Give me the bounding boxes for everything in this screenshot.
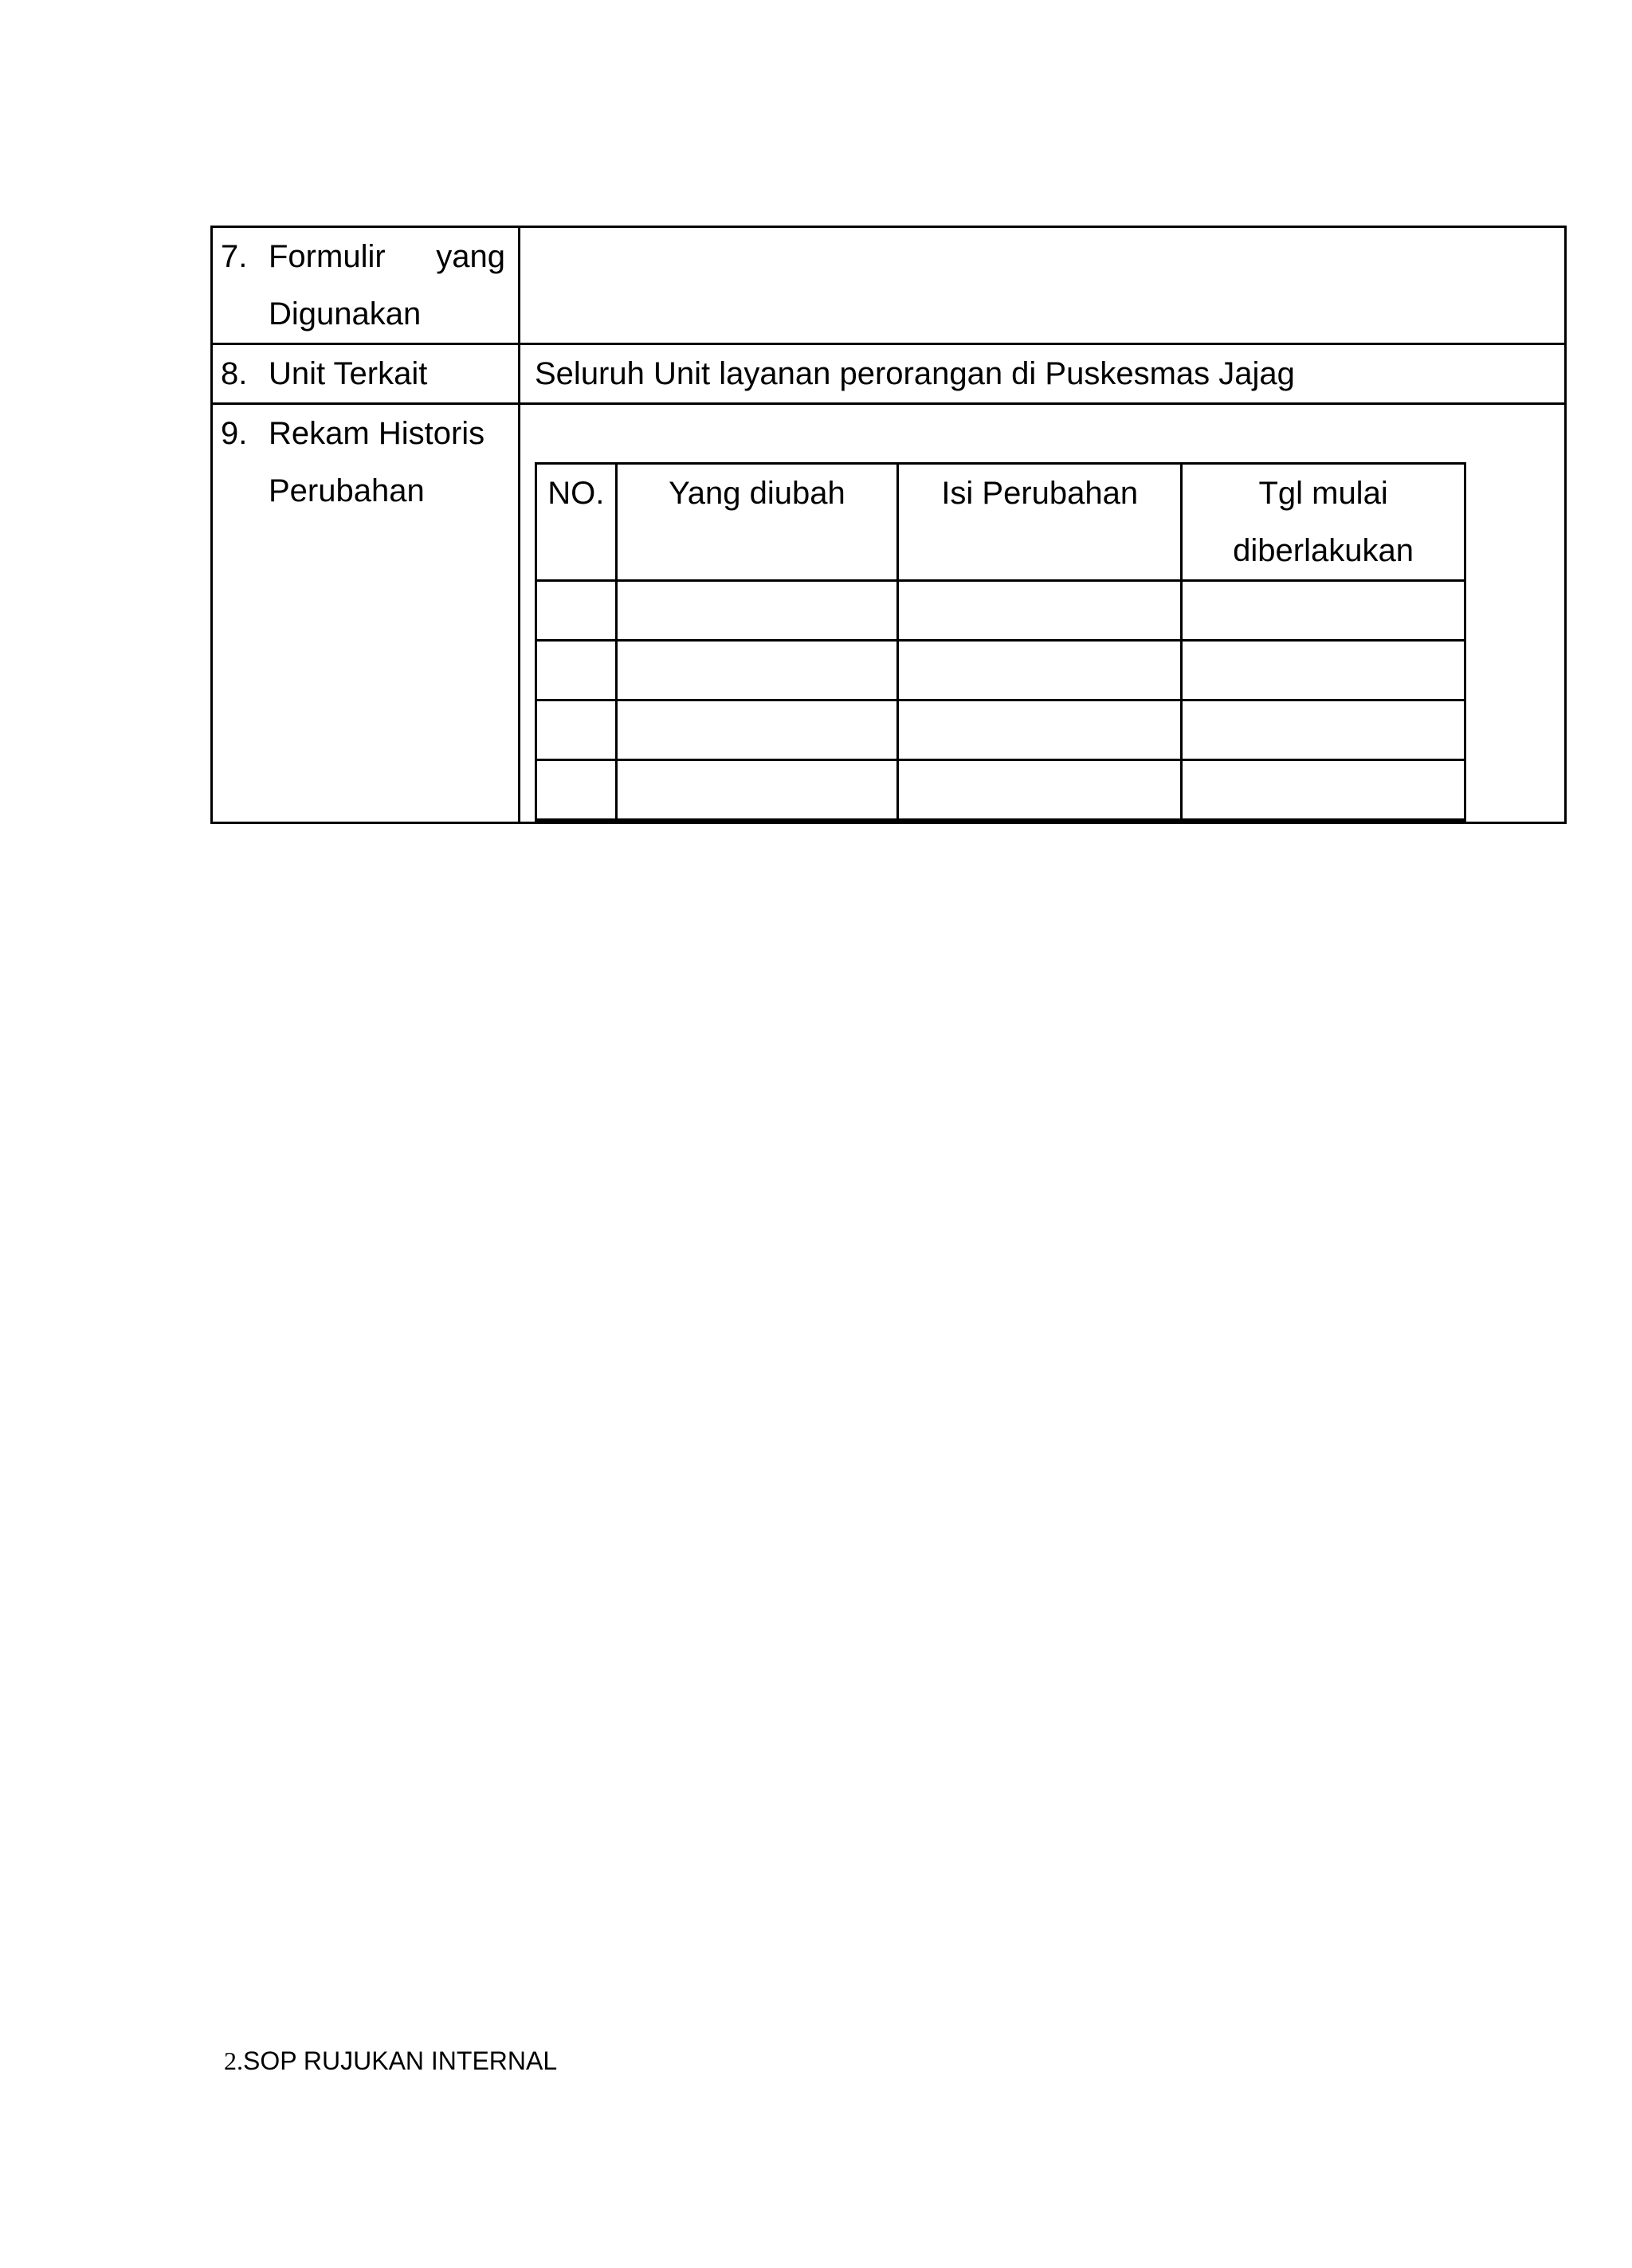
history-cell [536,700,617,760]
page-footer [224,2045,557,2077]
row-label [269,228,505,343]
row-label-cell [212,227,520,344]
history-cell [616,700,898,760]
history-cell [1182,581,1465,641]
history-cell [616,641,898,700]
history-cell [898,641,1182,700]
row-label: Unit Terkait [269,356,428,391]
history-table [535,462,1466,822]
row-value [520,227,1566,344]
history-row [536,760,1465,821]
history-cell [536,641,617,700]
row-label-line1: Formulir yang [269,239,505,274]
history-header-isi-perubahan: Isi Perubahan [898,464,1182,581]
row-rekam-historis [212,404,1566,823]
row-formulir [212,227,1566,344]
history-header-yang-diubah: Yang diubah [616,464,898,581]
history-row [536,641,1465,700]
history-cell [898,700,1182,760]
history-cell [1182,700,1465,760]
row-number: 8. [221,356,248,391]
sop-table [210,226,1567,824]
row-value: Seluruh Unit layanan perorangan di Puskesmas Jajag [520,344,1566,404]
history-cell [898,581,1182,641]
history-row [536,700,1465,760]
footer-text: SOP RUJUKAN INTERNAL [243,2046,558,2075]
history-cell [536,581,617,641]
row-label: Rekam Historis Perubahan [269,416,485,508]
history-header-no: NO. [536,464,617,581]
row-unit-terkait [212,344,1566,404]
history-cell [898,760,1182,821]
footer-number: 2. [224,2046,243,2075]
row-number: 7. [221,239,248,274]
history-cell [616,581,898,641]
history-header-row [536,464,1465,581]
row-label-cell [212,344,520,404]
row-label-cell [212,404,520,823]
history-cell [1182,641,1465,700]
row-value [520,404,1566,823]
row-label-line2: Digunakan [269,296,422,332]
history-header-tgl-mulai: Tgl mulai diberlakukan [1182,464,1465,581]
history-cell [536,760,617,821]
history-row [536,581,1465,641]
row-number: 9. [221,416,248,451]
history-cell [1182,760,1465,821]
history-cell [616,760,898,821]
